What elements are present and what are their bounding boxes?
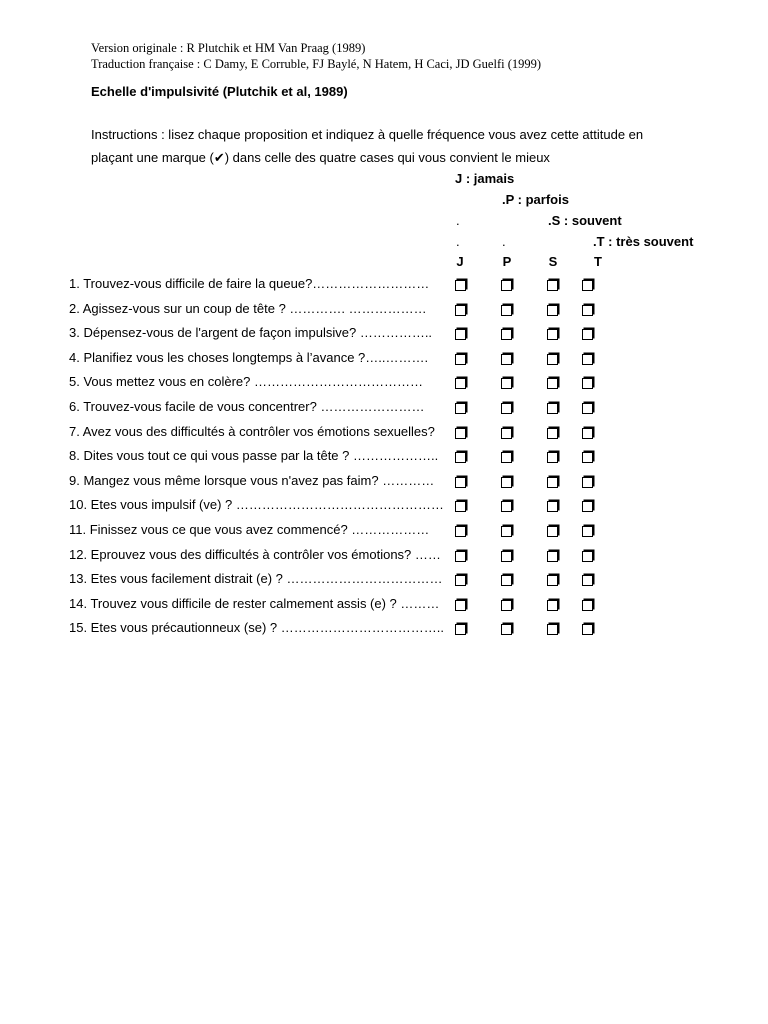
page-title: Echelle d'impulsivité (Plutchik et al, 1989) <box>91 84 348 99</box>
checkbox-t-icon[interactable] <box>582 378 593 389</box>
checkbox-p-icon[interactable] <box>501 378 512 389</box>
checkbox-s-icon[interactable] <box>547 477 558 488</box>
checkbox-j-icon[interactable] <box>455 403 466 414</box>
checkbox-s-icon[interactable] <box>547 501 558 512</box>
checkbox-p-icon[interactable] <box>501 452 512 463</box>
checkbox-s-icon[interactable] <box>547 575 558 586</box>
checkbox-j-icon[interactable] <box>455 600 466 611</box>
question-text: 5. Vous mettez vous en colère? ………………………………… <box>69 374 423 390</box>
question-text: 7. Avez vous des difficultés à contrôler vos émotions sexuelles? <box>69 423 435 439</box>
checkbox-j-icon[interactable] <box>455 280 466 291</box>
legend-tres-souvent: .T : très souvent <box>593 234 694 249</box>
checkbox-j-icon[interactable] <box>455 305 466 316</box>
question-text: 4. Planifiez vous les choses longtemps à l’avance ?…..………. <box>69 349 429 365</box>
question-text: 2. Agissez-vous sur un coup de tête ? …………. ……………… <box>69 300 427 316</box>
column-header-j: J <box>456 254 464 269</box>
checkbox-j-icon[interactable] <box>455 624 466 635</box>
checkbox-s-icon[interactable] <box>547 378 558 389</box>
checkbox-s-icon[interactable] <box>547 329 558 340</box>
checkbox-p-icon[interactable] <box>501 600 512 611</box>
checkbox-p-icon[interactable] <box>501 329 512 340</box>
instructions-line-2: plaçant une marque (✔) dans celle des quatre cases qui vous convient le mieux <box>91 150 550 165</box>
checkbox-j-icon[interactable] <box>455 501 466 512</box>
checkbox-t-icon[interactable] <box>582 600 593 611</box>
credit-original: Version originale : R Plutchik et HM Van Praag (1989) <box>91 41 366 55</box>
checkbox-j-icon[interactable] <box>455 452 466 463</box>
checkbox-p-icon[interactable] <box>501 280 512 291</box>
question-text: 3. Dépensez-vous de l'argent de façon impulsive? …………….. <box>69 325 433 341</box>
credit-translation: Traduction française : C Damy, E Corruble, FJ Baylé, N Hatem, H Caci, JD Guelfi (1999) <box>91 57 542 71</box>
checkbox-s-icon[interactable] <box>547 526 558 537</box>
checkbox-t-icon[interactable] <box>582 428 593 439</box>
checkbox-j-icon[interactable] <box>455 329 466 340</box>
question-text: 6. Trouvez-vous facile de vous concentrer? …………………… <box>69 399 425 414</box>
checkbox-t-icon[interactable] <box>582 280 593 291</box>
column-header-s: S <box>548 254 558 269</box>
question-text: 9. Mangez vous même lorsque vous n'avez pas faim? ………… <box>69 472 435 488</box>
checkbox-s-icon[interactable] <box>547 551 558 562</box>
checkbox-t-icon[interactable] <box>582 329 593 340</box>
question-text: 11. Finissez vous ce que vous avez commencé? ……………… <box>69 522 430 537</box>
question-text: 15. Etes vous précautionneux (se) ? ……………………………….. <box>69 620 444 636</box>
checkbox-s-icon[interactable] <box>547 452 558 463</box>
legend-parfois: .P : parfois <box>502 192 569 207</box>
checkbox-t-icon[interactable] <box>582 477 593 488</box>
checkbox-p-icon[interactable] <box>501 428 512 439</box>
checkbox-p-icon[interactable] <box>501 305 512 316</box>
question-text: 14. Trouvez vous difficile de rester calmement assis (e) ? ……… <box>69 595 440 611</box>
checkbox-j-icon[interactable] <box>455 575 466 586</box>
checkbox-j-icon[interactable] <box>455 354 466 365</box>
checkbox-p-icon[interactable] <box>501 477 512 488</box>
column-header-p: P <box>502 254 512 269</box>
checkbox-s-icon[interactable] <box>547 403 558 414</box>
checkbox-s-icon[interactable] <box>547 305 558 316</box>
checkbox-t-icon[interactable] <box>582 526 593 537</box>
checkbox-p-icon[interactable] <box>501 624 512 635</box>
checkbox-t-icon[interactable] <box>582 403 593 414</box>
checkbox-t-icon[interactable] <box>582 354 593 365</box>
legend-jamais: J : jamais <box>455 171 515 186</box>
question-text: 8. Dites vous tout ce qui vous passe par la tête ? ……………….. <box>69 448 439 464</box>
checkbox-p-icon[interactable] <box>501 403 512 414</box>
checkbox-s-icon[interactable] <box>547 600 558 611</box>
question-text: 13. Etes vous facilement distrait (e) ? ……………………………… <box>69 571 443 587</box>
column-header-t: T <box>594 254 602 269</box>
checkbox-t-icon[interactable] <box>582 624 593 635</box>
checkbox-p-icon[interactable] <box>501 501 512 512</box>
checkbox-s-icon[interactable] <box>547 624 558 635</box>
checkbox-s-icon[interactable] <box>547 354 558 365</box>
checkbox-t-icon[interactable] <box>582 305 593 316</box>
checkbox-j-icon[interactable] <box>455 378 466 389</box>
question-text: 10. Etes vous impulsif (ve) ? ………………………………………… <box>69 497 444 513</box>
checkbox-p-icon[interactable] <box>501 575 512 586</box>
checkbox-s-icon[interactable] <box>547 428 558 439</box>
checkbox-s-icon[interactable] <box>547 280 558 291</box>
checkbox-t-icon[interactable] <box>582 501 593 512</box>
legend-dot: . <box>456 234 460 249</box>
checkbox-j-icon[interactable] <box>455 551 466 562</box>
checkbox-j-icon[interactable] <box>455 526 466 537</box>
instructions-line-1: Instructions : lisez chaque proposition et indiquez à quelle fréquence vous avez cette attitude en <box>91 127 644 142</box>
question-text: 12. Eprouvez vous des difficultés à contrôler vos émotions? …… <box>69 546 441 562</box>
legend-dot: . <box>456 213 460 228</box>
checkbox-t-icon[interactable] <box>582 551 593 562</box>
checkbox-p-icon[interactable] <box>501 526 512 537</box>
legend-souvent: .S : souvent <box>548 213 622 228</box>
checkbox-j-icon[interactable] <box>455 477 466 488</box>
checkbox-p-icon[interactable] <box>501 354 512 365</box>
checkbox-p-icon[interactable] <box>501 551 512 562</box>
checkbox-j-icon[interactable] <box>455 428 466 439</box>
checkbox-t-icon[interactable] <box>582 452 593 463</box>
checkbox-t-icon[interactable] <box>582 575 593 586</box>
legend-dot: . <box>502 234 506 249</box>
question-text: 1. Trouvez-vous difficile de faire la queue?……………………… <box>69 276 430 291</box>
